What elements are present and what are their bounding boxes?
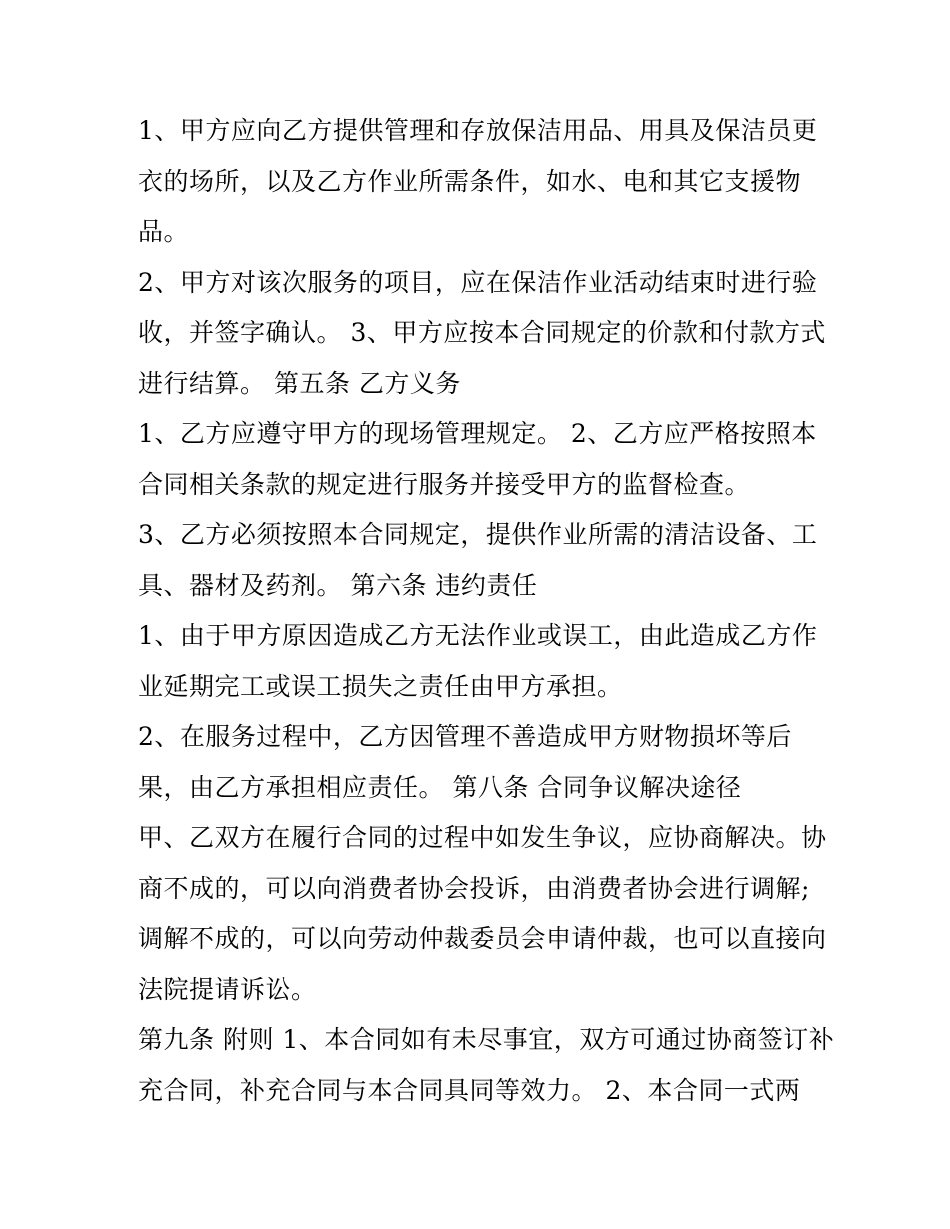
text-line: 具、器材及药剂。 第六条 违约责任 [138, 570, 538, 600]
text-line: 衣的场所，以及乙方作业所需条件，如水、电和其它支援物 [138, 166, 802, 196]
text-line: 收，并签字确认。 3、甲方应按本合同规定的价款和付款方式 [138, 318, 826, 347]
document-body [138, 106, 838, 1116]
text-line: 果，由乙方承担相应责任。 第八条 合同争议解决途径 [138, 772, 742, 802]
text-line: 进行结算。 第五条 乙方义务 [138, 368, 461, 398]
text-line: 充合同，补充合同与本合同具同等效力。 2、本合同一式两 [138, 1075, 801, 1105]
text-line: 2、在服务过程中，乙方因管理不善造成甲方财物损坏等后 [138, 722, 792, 751]
text-line: 1、乙方应遵守甲方的现场管理规定。 2、乙方应严格按照本 [138, 419, 817, 448]
text-line: 合同相关条款的规定进行服务并接受甲方的监督检查。 [138, 469, 751, 499]
text-line: 品。 [138, 217, 190, 246]
text-line: 1、由于甲方原因造成乙方无法作业或误工，由此造成乙方作 [138, 621, 818, 650]
text-line: 第九条 附则 1、本合同如有未尽事宜，双方可通过协商签订补 [138, 1025, 835, 1054]
text-line: 调解不成的，可以向劳动仲裁委员会申请仲裁，也可以直接向 [138, 924, 827, 953]
text-line: 业延期完工或误工损失之责任由甲方承担。 [138, 671, 623, 701]
text-line: 3、乙方必须按照本合同规定，提供作业所需的清洁设备、工 [138, 520, 818, 549]
text-line: 商不成的，可以向消费者协会投诉，由消费者协会进行调解; [138, 873, 810, 903]
text-line: 2、甲方对该次服务的项目，应在保洁作业活动结束时进行验 [138, 267, 818, 297]
text-line: 法院提请诉讼。 [138, 974, 317, 1004]
text-line: 1、甲方应向乙方提供管理和存放保洁用品、用具及保洁员更 [138, 116, 818, 145]
text-line: 甲、乙双方在履行合同的过程中如发生争议，应协商解决。协 [138, 823, 827, 852]
